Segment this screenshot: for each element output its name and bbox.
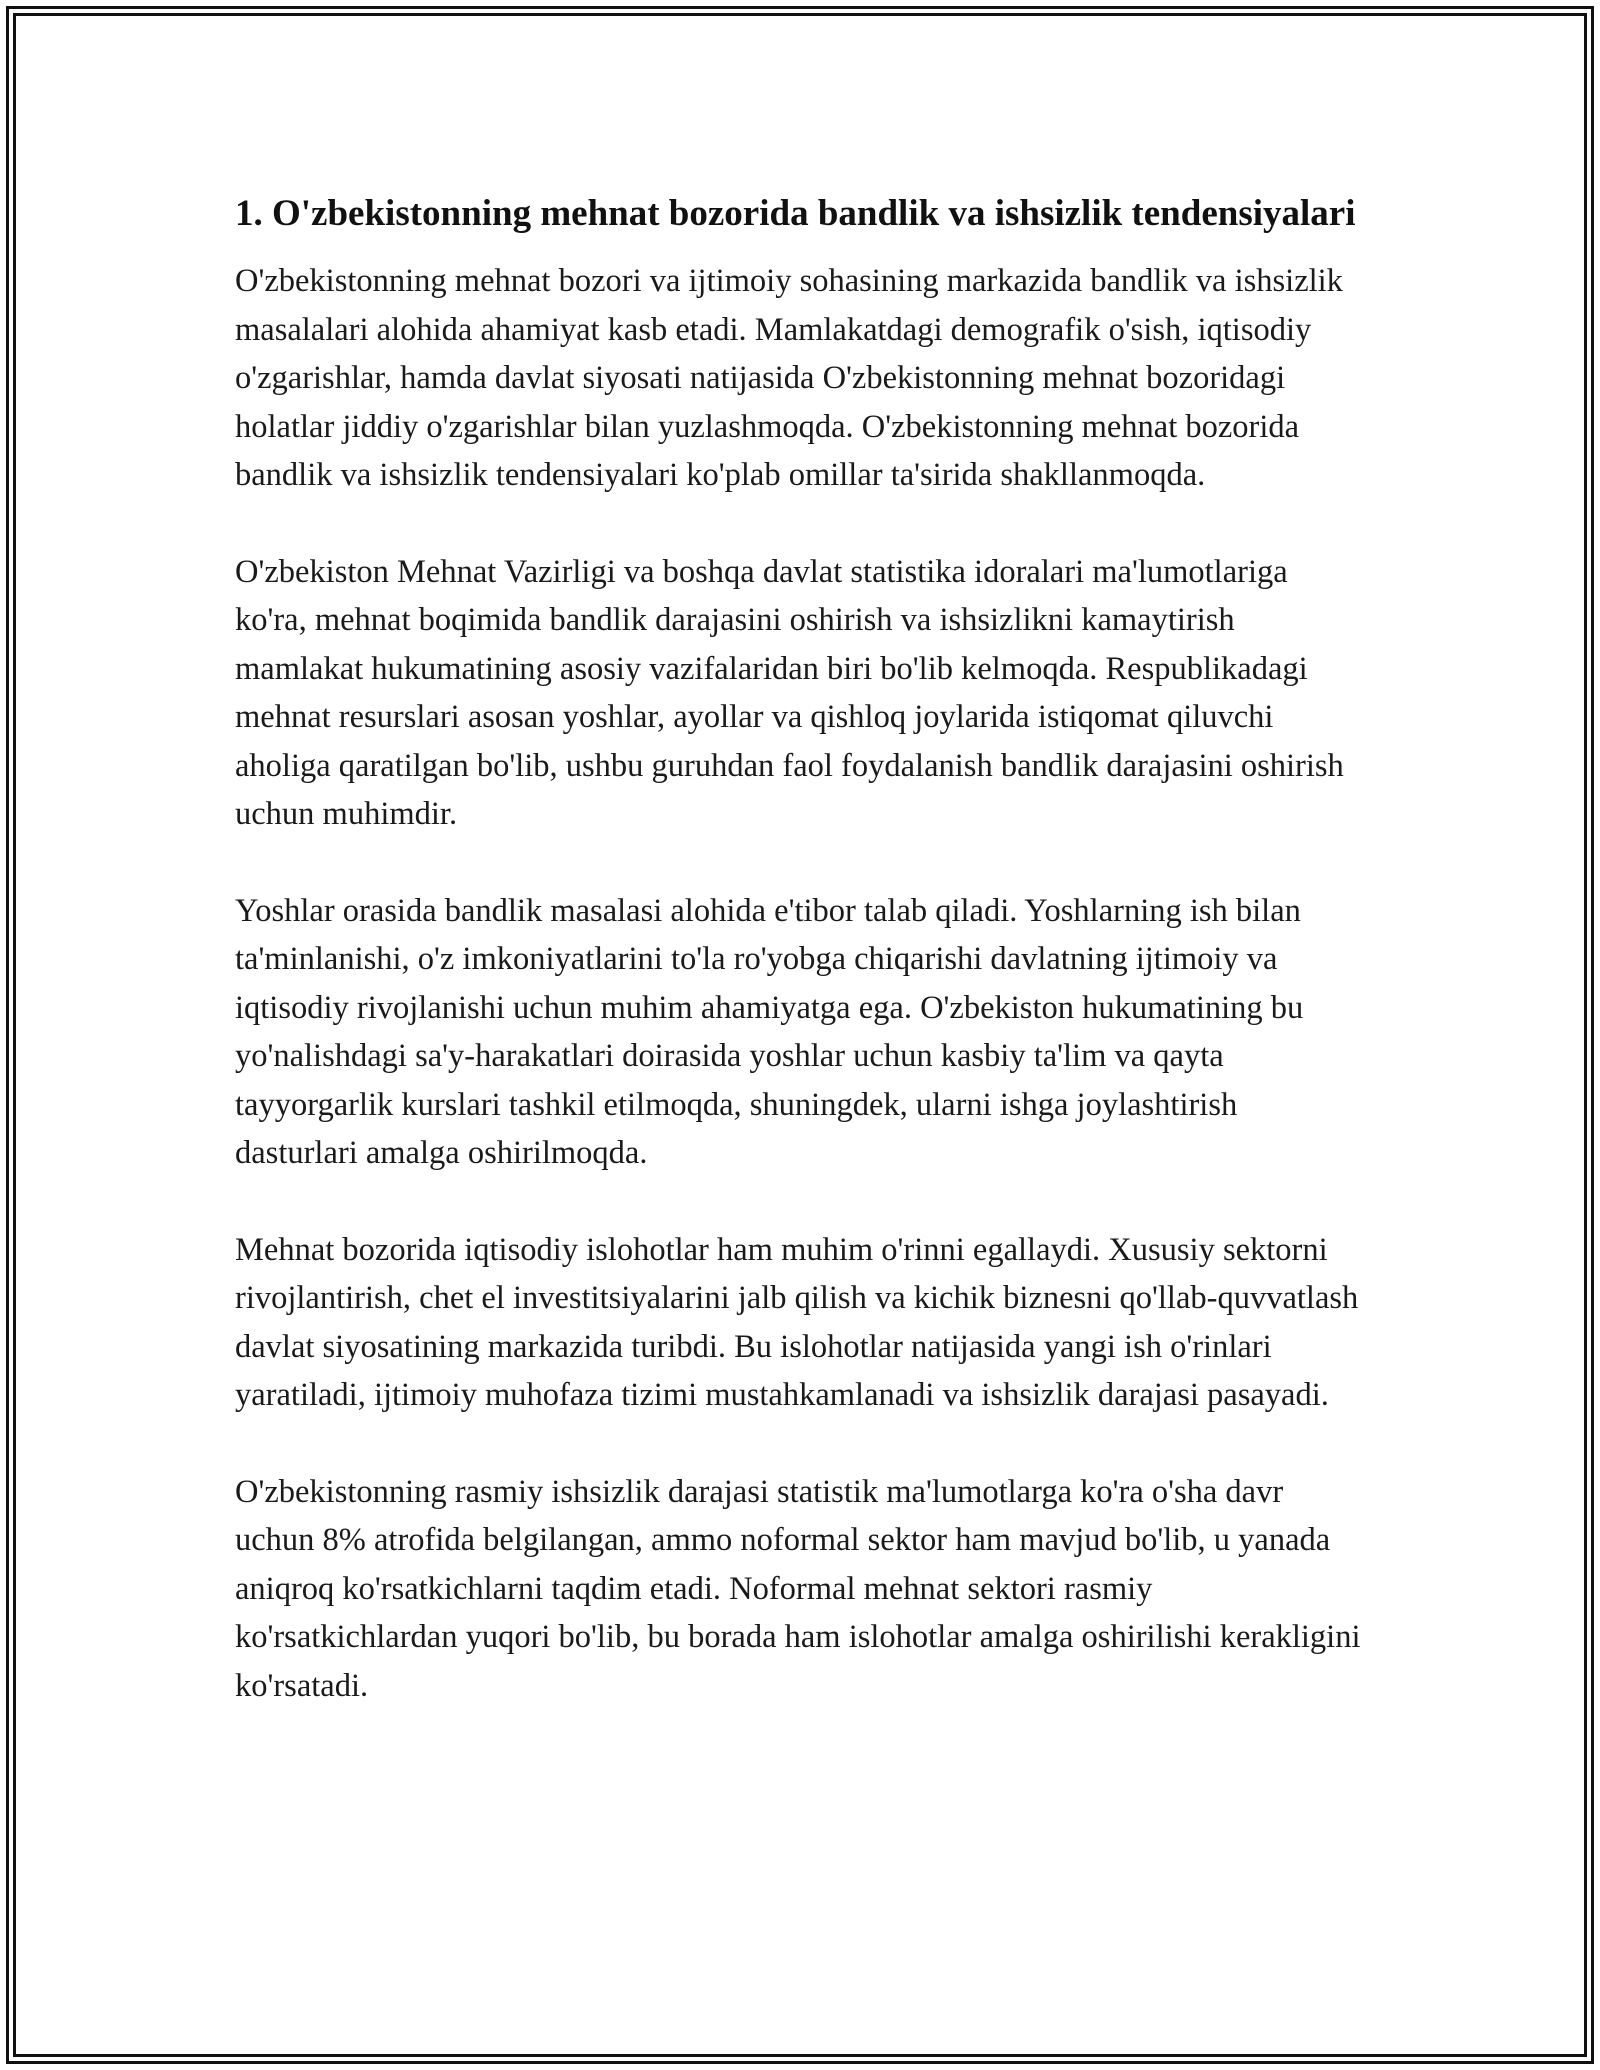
paragraph-1: O'zbekistonning mehnat bozori va ijtimoiy sohasining markazida bandlik va ishsizlik masalalari alohida ahamiyat kasb etadi. Mamlakatdagi demografik o'sish, iqtisodiy o'zgarishlar, hamda davlat siyosati natijasida O'zbekistonning mehnat bozoridagi holatlar jiddiy o'zgarishlar bilan yuzlashmoqda. O'zbekistonning mehnat bozorida bandlik va ishsizlik tendensiyalari ko'plab omillar ta'sirida shakllanmoqda. bbox=[235, 263, 1343, 493]
paragraph-3: Yoshlar orasida bandlik masalasi alohida e'tibor talab qiladi. Yoshlarning ish bilan ta'minlanishi, o'z imkoniyatlarini to'la ro'yobga chiqarishi davlatning ijtimoiy va iqtisodiy rivojlanishi uchun muhim ahamiyatga ega. O'zbekiston hukumatining bu yo'nalishdagi sa'y-harakatlari doirasida yoshlar uchun kasbiy ta'lim va qayta tayyorgarlik kurslari tashkil etilmoqda, shuningdek, ularni ishga joylashtirish dasturlari amalga oshirilmoqda. bbox=[235, 892, 1304, 1171]
paragraph-4: Mehnat bozorida iqtisodiy islohotlar ham muhim o'rinni egallaydi. Xususiy sektorni rivojlantirish, chet el investitsiyalarini jalb qilish va kichik biznesni qo'llab-quvvatlash davlat siyosatining markazida turibdi. Bu islohotlar natijasida yangi ish o'rinlari yaratiladi, ijtimoiy muhofaza tizimi mustahkamlanadi va ishsizlik darajasi pasayadi. bbox=[235, 1231, 1359, 1413]
section-heading: 1. O'zbekistonning mehnat bozorida bandlik va ishsizlik tendensiyalari bbox=[235, 193, 1356, 234]
document-body bbox=[235, 186, 1365, 1758]
paragraph-2: O'zbekiston Mehnat Vazirligi va boshqa davlat statistika idoralari ma'lumotlariga ko'ra, mehnat boqimida bandlik darajasini oshirish va ishsizlikni kamaytirish mamlakat hukumatining asosiy vazifalaridan biri bo'lib kelmoqda. Respublikadagi mehnat resurslari asosan yoshlar, ayollar va qishloq joylarida istiqomat qiluvchi aholiga qaratilgan bo'lib, ushbu guruhdan faol foydalanish bandlik darajasini oshirish uchun muhimdir. bbox=[235, 553, 1344, 832]
paragraph-5: O'zbekistonning rasmiy ishsizlik darajasi statistik ma'lumotlarga ko'ra o'sha davr uchun 8% atrofida belgilangan, ammo noformal sektor ham mavjud bo'lib, u yanada aniqroq ko'rsatkichlarni taqdim etadi. Noformal mehnat sektori rasmiy ko'rsatkichlardan yuqori bo'lib, bu borada ham islohotlar amalga oshirilishi kerakligini ko'rsatadi. bbox=[235, 1473, 1361, 1704]
